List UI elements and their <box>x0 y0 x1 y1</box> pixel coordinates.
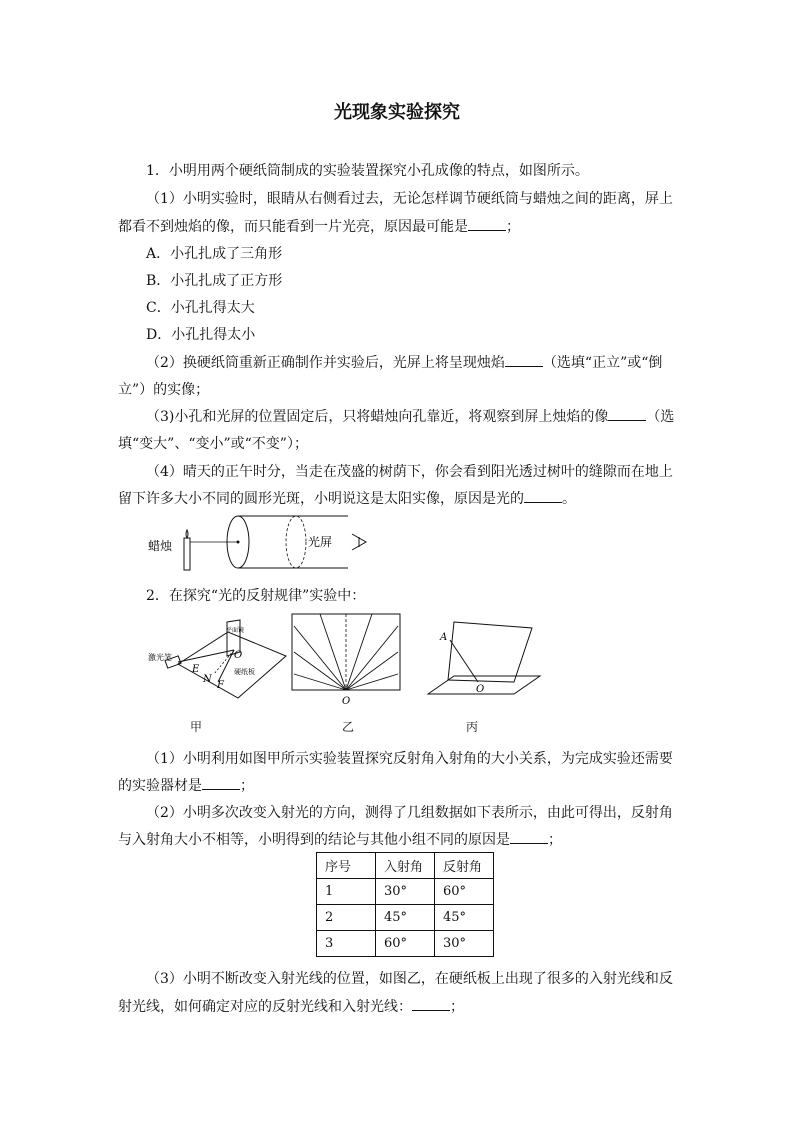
q1-option-a: A．小孔扎成了三角形 <box>146 246 283 262</box>
table-header-row <box>317 853 494 879</box>
tilted-board <box>448 622 532 682</box>
q2-stem: 2．在探究“光的反射规律”实验中： <box>146 588 366 604</box>
table-row <box>317 905 494 931</box>
table-cell: 60° <box>435 879 494 905</box>
q1-part4-line1: （4）晴天的正午时分，当走在茂盛的树荫下，你会看到阳光透过树叶的缝隙而在地上 <box>146 464 673 480</box>
answer-blank[interactable] <box>510 831 548 844</box>
page-title: 光现象实验探究 <box>334 102 460 123</box>
q1-part4-line2: 留下许多大小不同的圆形光斑，小明说这是太阳实像，原因是光的 。 <box>118 491 576 507</box>
answer-blank[interactable] <box>608 408 646 421</box>
q1-part3-line2: 填“变大”、“变小”或“不变”）； <box>118 436 308 452</box>
pinhole-camera-figure <box>148 510 378 578</box>
q1-option-d: D．小孔扎得太小 <box>146 327 256 343</box>
q2-part3-line1: （3）小明不断改变入射光线的位置，如图乙，在硬纸板上出现了很多的入射光线和反 <box>146 971 673 987</box>
q2-part1-line1: （1）小明利用如图甲所示实验装置探究反射角入射角的大小关系，为完成实验还需要 <box>146 751 673 767</box>
label-n: N <box>203 674 212 685</box>
table-cell: 60° <box>376 931 435 957</box>
figure-jia <box>148 612 288 702</box>
candle-body <box>184 538 190 570</box>
q1-part1-line2: 都看不到烛焰的像，而只能看到一片光亮，原因最可能是 ； <box>118 219 520 235</box>
q1-option-b: B．小孔扎成了正方形 <box>146 273 283 289</box>
table-cell: 30° <box>435 931 494 957</box>
figure-yi <box>290 612 402 706</box>
angle-data-table <box>316 852 494 957</box>
pinhole <box>237 541 240 544</box>
figure-bing <box>424 618 542 700</box>
answer-blank[interactable] <box>505 354 543 367</box>
label-o: O <box>342 696 351 706</box>
label-o: O <box>234 650 243 661</box>
q1-part1-line1: （1）小明实验时，眼睛从右侧看过去，无论怎样调节硬纸筒与蜡烛之间的距离，屏上 <box>146 191 673 207</box>
caption-bing: 丙 <box>466 720 479 734</box>
table-row <box>317 879 494 905</box>
label-e: E <box>192 664 200 675</box>
q2-part3-line2: 射光线，如何确定对应的反射光线和入射光线： ； <box>118 999 464 1015</box>
q1-option-c: C．小孔扎得太大 <box>146 300 255 316</box>
q2-part1-line2: 的实验器材是 ； <box>118 778 254 794</box>
screen-label: 光屏 <box>308 535 333 549</box>
q1-part2-line1: （2）换硬纸筒重新正确制作并实验后，光屏上将呈现烛焰 （选填“正立”或“倒 <box>146 355 663 371</box>
label-f: F <box>217 680 224 691</box>
q1-part2-line2: 立”）的实像； <box>118 382 210 398</box>
table-cell: 1 <box>317 879 376 905</box>
table-cell: 45° <box>435 905 494 931</box>
caption-yi: 乙 <box>342 720 355 734</box>
q1-part3-line1: （3)小孔和光屏的位置固定后，只将蜡烛向孔靠近，将观察到屏上烛焰的像 （选 <box>146 409 675 425</box>
label-o: O <box>476 684 485 695</box>
answer-blank[interactable] <box>412 998 450 1011</box>
table-cell: 45° <box>376 905 435 931</box>
screen-ellipse <box>286 516 306 568</box>
table-header: 序号 <box>317 853 376 879</box>
table-cell: 2 <box>317 905 376 931</box>
table-header: 反射角 <box>435 853 494 879</box>
board-label: 硬纸板 <box>234 668 255 676</box>
table-row <box>317 931 494 957</box>
q2-part2-line2: 与入射角大小不相等，小明得到的结论与其他小组不同的原因是 ； <box>118 832 562 848</box>
label-a: A <box>440 632 448 643</box>
candle-flame <box>186 530 188 538</box>
answer-blank[interactable] <box>202 777 240 790</box>
table-cell: 30° <box>376 879 435 905</box>
answer-blank[interactable] <box>524 490 562 503</box>
table-header: 入射角 <box>376 853 435 879</box>
q1-stem: 1．小明用两个硬纸筒制成的实验装置探究小孔成像的特点，如图所示。 <box>146 163 589 179</box>
caption-jia: 甲 <box>190 720 203 734</box>
mirror-label: 平面镜 <box>226 627 245 634</box>
q2-part2-line1: （2）小明多次改变入射光的方向，测得了几组数据如下表所示，由此可得出，反射角 <box>146 805 673 821</box>
table-cell: 3 <box>317 931 376 957</box>
laser-label: 激光笔 <box>148 653 172 662</box>
candle-label: 蜡烛 <box>148 539 173 553</box>
answer-blank[interactable] <box>468 218 506 231</box>
